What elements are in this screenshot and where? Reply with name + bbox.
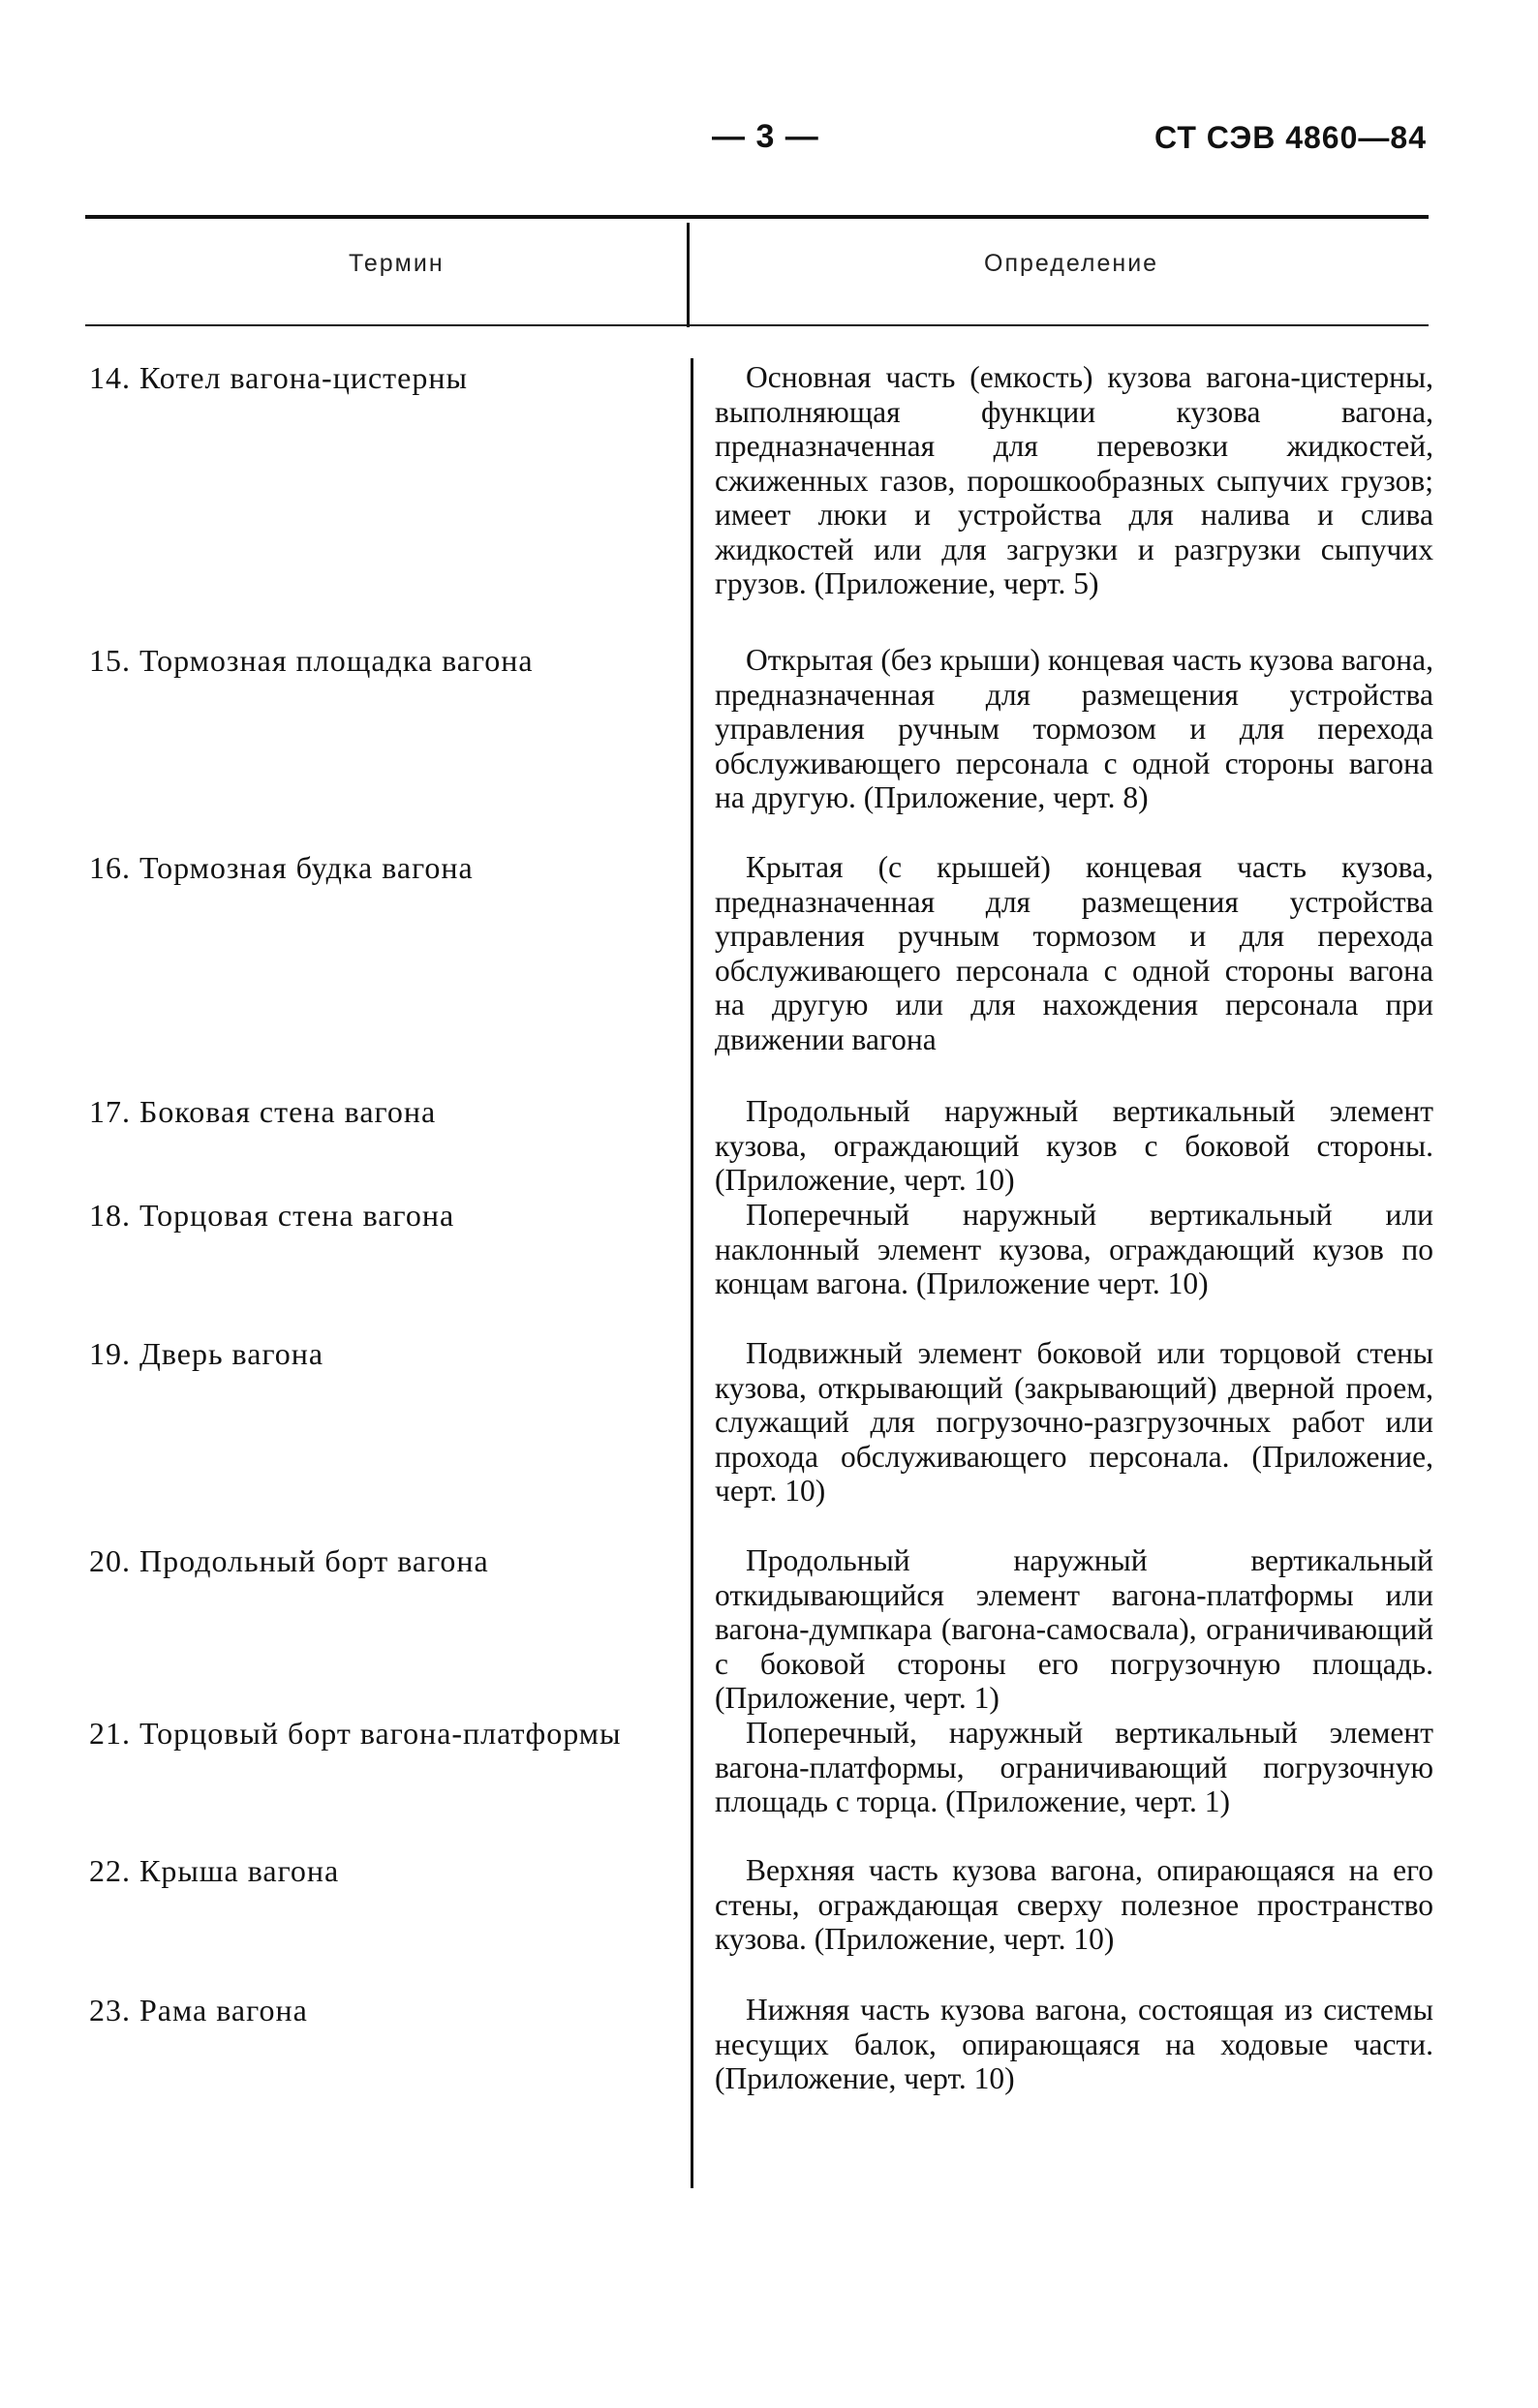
term-cell: 17. Боковая стена вагона: [89, 1094, 437, 1129]
definition-cell: Поперечный наружный вертикальный или наклонный элемент кузова, ограждающий кузов по концам вагона. (Приложение черт. 10): [715, 1198, 1433, 1300]
term-cell: 21. Торцовый борт вагона-платформы: [89, 1716, 622, 1751]
table-header-rule: [85, 324, 1429, 326]
column-header-term: Термин: [349, 250, 445, 277]
table-top-rule: [85, 215, 1429, 219]
document-code: СТ СЭВ 4860—84: [1154, 120, 1427, 155]
definition-cell: Крытая (с крышей) концевая часть кузова, предназначенная для размещения устройства управления ручным тормозом и для перехода обслуживающего персонала с одной стороны вагона на другую или для нахождения персонала при движении вагона: [715, 850, 1433, 1056]
term-cell: 20. Продольный борт вагона: [89, 1543, 489, 1578]
term-cell: 19. Дверь вагона: [89, 1336, 324, 1371]
column-header-definition: Определение: [984, 250, 1159, 277]
body-column-divider: [691, 358, 693, 2188]
definition-cell: Продольный наружный вертикальный элемент кузова, ограждающий кузов с боковой стороны. (Приложение, черт. 10): [715, 1094, 1433, 1197]
page-number: — 3 —: [712, 118, 819, 155]
term-cell: 23. Рама вагона: [89, 1993, 308, 2027]
term-cell: 14. Котел вагона-цистерны: [89, 360, 468, 395]
term-cell: 22. Крыша вагона: [89, 1853, 340, 1888]
definition-cell: Открытая (без крыши) концевая часть кузова вагона, предназначенная для размещения устройства управления ручным тормозом и для перехода обслуживающего персонала с одной стороны вагона на другую. (Приложение, черт. 8): [715, 643, 1433, 814]
definition-cell: Нижняя часть кузова вагона, состоящая из системы несущих балок, опирающаяся на ходовые части. (Приложение, черт. 10): [715, 1993, 1433, 2095]
definition-cell: Верхняя часть кузова вагона, опирающаяся на его стены, ограждающая сверху полезное пространство кузова. (Приложение, черт. 10): [715, 1853, 1433, 1956]
term-cell: 16. Тормозная будка вагона: [89, 850, 474, 885]
definition-cell: Продольный наружный вертикальный откидывающийся элемент вагона-платформы или вагона-думпкара (вагона-самосвала), ограничивающий с боковой стороны его погрузочную площадь. (Приложение, черт. 1): [715, 1543, 1433, 1715]
definition-cell: Основная часть (емкость) кузова вагона-цистерны, выполняющая функции кузова вагона, предназначенная для перевозки жидкостей, сжиженных газов, порошкообразных сыпучих грузов; имеет люки и устройства для налива и слива жидкостей или для загрузки и разгрузки сыпучих грузов. (Приложение, черт. 5): [715, 360, 1433, 600]
header-column-divider: [687, 223, 690, 327]
term-cell: 18. Торцовая стена вагона: [89, 1198, 455, 1233]
term-cell: 15. Тормозная площадка вагона: [89, 643, 534, 678]
page-header: [0, 118, 1538, 167]
definition-cell: Поперечный, наружный вертикальный элемент вагона-платформы, ограничивающий погрузочную площадь с торца. (Приложение, черт. 1): [715, 1716, 1433, 1818]
definition-cell: Подвижный элемент боковой или торцовой стены кузова, открывающий (закрывающий) дверной проем, служащий для погрузочно-разгрузочных работ или прохода обслуживающего персонала. (Приложение, черт. 10): [715, 1336, 1433, 1508]
